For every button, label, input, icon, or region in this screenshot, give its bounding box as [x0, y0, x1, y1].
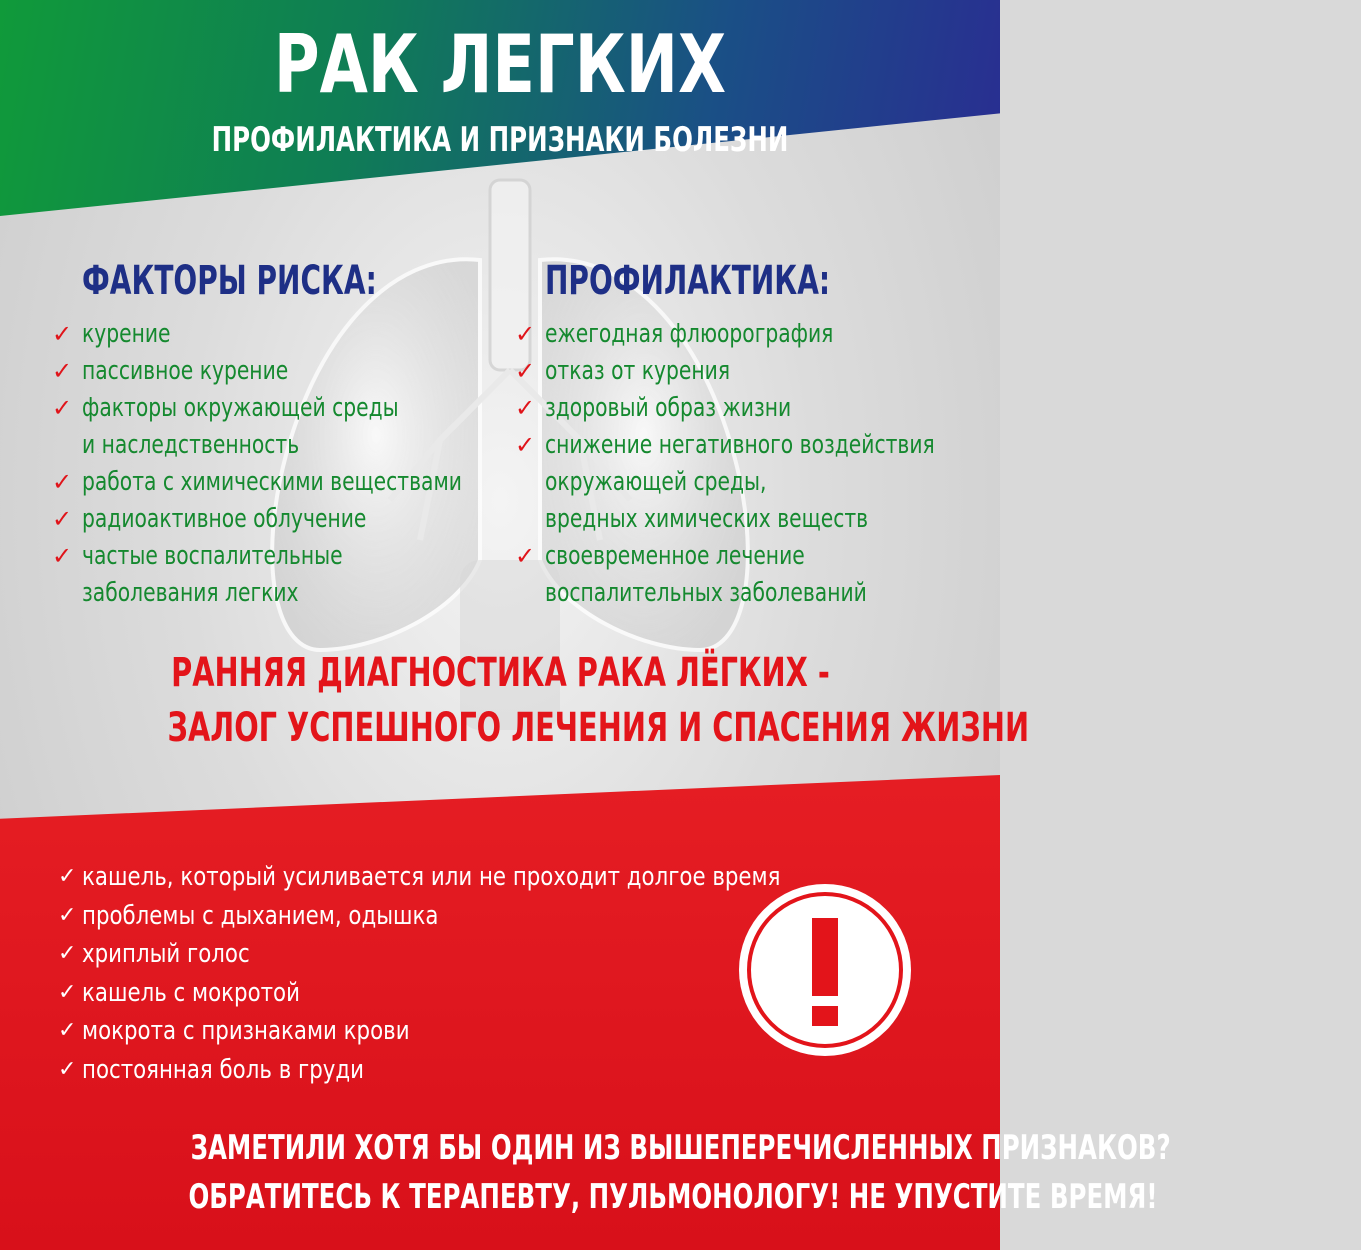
- list-item: ✓ работа с химическими веществами: [82, 464, 502, 501]
- slogan-line-1: РАННЯЯ ДИАГНОСТИКА РАКА ЛЁГКИХ -: [170, 650, 830, 696]
- prevention-section: [515, 252, 965, 612]
- check-icon: ✓: [58, 1018, 77, 1043]
- list-item: ✓ радиоактивное облучение: [82, 501, 502, 538]
- list-item: ✓ частые воспалительные заболевания легких: [82, 538, 502, 612]
- list-item: ✓ своевременное лечение воспалительных заболеваний: [545, 538, 965, 612]
- prevention-list: [515, 316, 965, 612]
- check-icon: ✓: [52, 357, 73, 385]
- check-icon: ✓: [52, 542, 73, 570]
- check-icon: ✓: [515, 431, 536, 459]
- check-icon: ✓: [52, 394, 73, 422]
- list-item: ✓ курение: [82, 316, 502, 353]
- list-item: ✓ отказ от курения: [545, 353, 965, 390]
- check-icon: ✓: [58, 979, 77, 1005]
- list-item: ✓ факторы окружающей среды и наследственность: [82, 390, 502, 464]
- check-icon: ✓: [515, 542, 536, 570]
- exclamation-circle-icon: [735, 880, 915, 1060]
- check-icon: ✓: [52, 468, 73, 496]
- risk-factors-list: [52, 316, 502, 612]
- call-to-action-line-1: ЗАМЕТИЛИ ХОТЯ БЫ ОДИН ИЗ ВЫШЕПЕРЕЧИСЛЕННЫХ ПРИЗНАКОВ?: [190, 1128, 1171, 1168]
- list-item: ✓ хриплый голос: [58, 935, 934, 974]
- call-to-action-line-2: ОБРАТИТЕСЬ К ТЕРАПЕВТУ, ПУЛЬМОНОЛОГУ! НЕ УПУСТИТЕ ВРЕМЯ!: [188, 1177, 1158, 1217]
- list-item: ✓ кашель, который усиливается или не проходит долгое время: [58, 858, 934, 897]
- list-item: ✓ пассивное курение: [82, 353, 502, 390]
- list-item: ✓ здоровый образ жизни: [545, 390, 965, 427]
- list-item: ✓ постоянная боль в груди: [58, 1051, 934, 1090]
- risk-factors-section: [52, 252, 502, 612]
- list-item: ✓ кашель с мокротой: [58, 974, 934, 1013]
- page-subtitle: ПРОФИЛАКТИКА И ПРИЗНАКИ БОЛЕЗНИ: [211, 120, 789, 160]
- list-item: ✓ мокрота с признаками крови: [58, 1012, 934, 1051]
- list-item: ✓ ежегодная флюорография: [545, 316, 965, 353]
- check-icon: ✓: [515, 320, 536, 348]
- check-icon: ✓: [58, 902, 77, 928]
- check-icon: ✓: [515, 357, 536, 385]
- check-icon: ✓: [58, 1056, 77, 1082]
- check-icon: ✓: [52, 505, 73, 533]
- list-item: ✓ снижение негативного воздействия окружающей среды, вредных химических веществ: [545, 427, 965, 538]
- slogan-line-2: ЗАЛОГ УСПЕШНОГО ЛЕЧЕНИЯ И СПАСЕНИЯ ЖИЗНИ: [167, 705, 1030, 751]
- risk-factors-heading: ФАКТОРЫ РИСКА:: [82, 258, 377, 304]
- page-title: РАК ЛЕГКИХ: [273, 18, 727, 111]
- check-icon: ✓: [58, 864, 77, 889]
- check-icon: ✓: [58, 941, 77, 966]
- list-item: ✓ проблемы с дыханием, одышка: [58, 897, 934, 936]
- check-icon: ✓: [515, 394, 536, 422]
- check-icon: ✓: [52, 320, 73, 348]
- prevention-heading: ПРОФИЛАКТИКА:: [545, 258, 831, 304]
